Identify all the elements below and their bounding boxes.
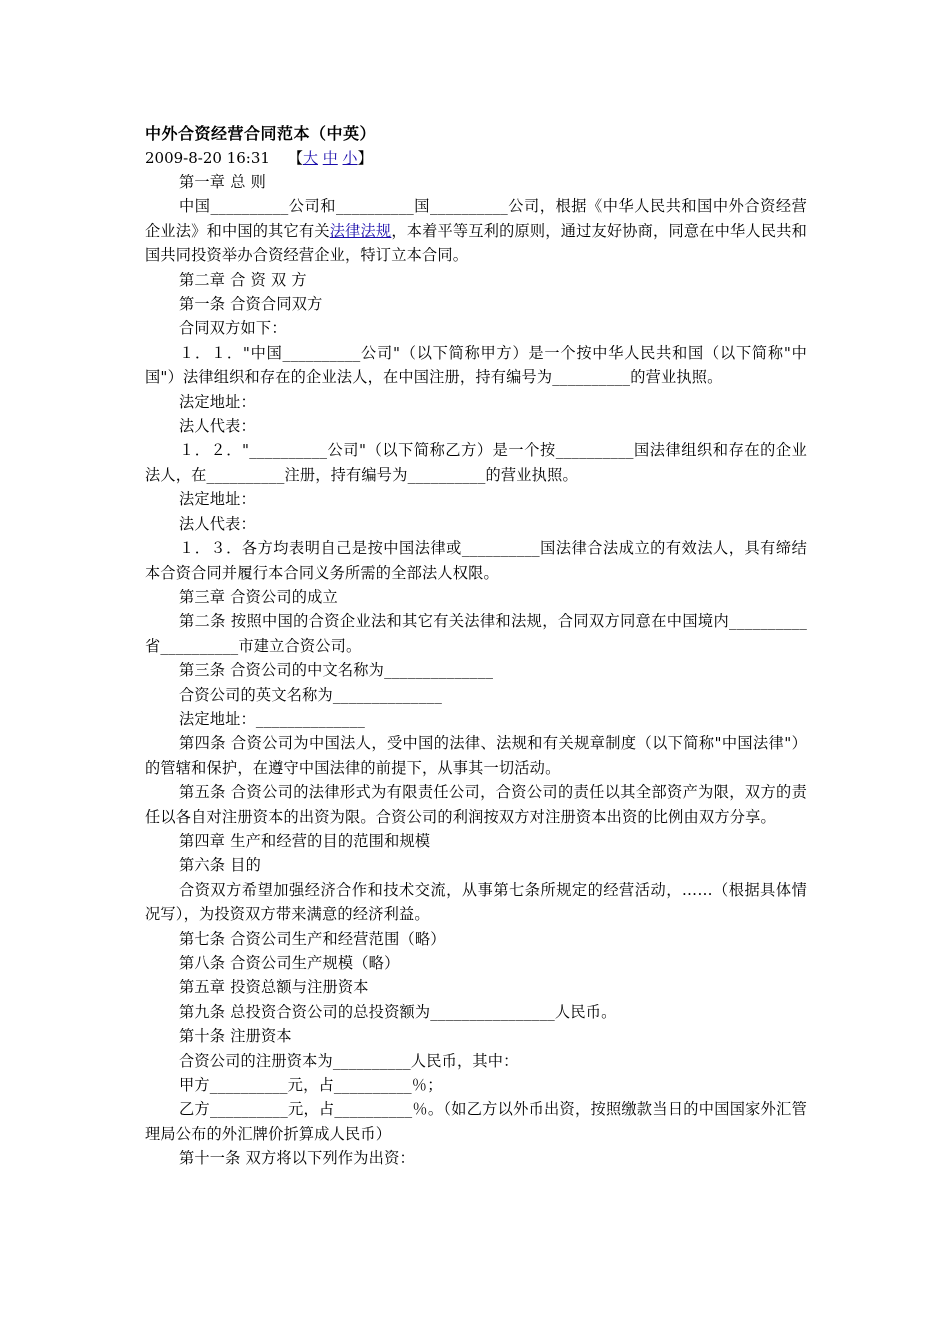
article-paragraph: 第二条 按照中国的合资企业法和其它有关法律和法规，合同双方同意在中国境内__________省__________市建立合资公司。 [145, 612, 807, 655]
paragraph: 乙方__________元，占__________％。（如乙方以外币出资，按照缴款当日的中国国家外汇管理局公布的外汇牌价折算成人民币） [145, 1100, 807, 1143]
paragraph: １．３．各方均表明自己是按中国法律或__________国法律合法成立的有效法人，具有缔结本合资合同并履行本合同义务所需的全部法人权限。 [145, 539, 807, 582]
paragraph: １．１．"中国__________公司"（以下简称甲方）是一个按中华人民共和国（以下简称"中国"）法律组织和存在的企业法人，在中国注册，持有编号为__________的营业执照。 [145, 343, 807, 387]
article-heading: 第八条 合资公司生产规模（略） [179, 954, 400, 972]
article-paragraph: 第九条 总投资合资公司的总投资额为________________人民币。 [179, 1002, 617, 1021]
article-heading: 第七条 合资公司生产和经营范围（略） [179, 929, 446, 948]
document-meta [145, 146, 807, 170]
paragraph: 法定地址： [179, 392, 256, 411]
paragraph: 合资公司的注册资本为__________人民币，其中： [179, 1051, 519, 1070]
article-paragraph: 第四条 合资公司为中国法人，受中国的法律、法规和有关规章制度（以下简称"中国法律"）的管辖和保护，在遵守中国法律的前提下，从事其一切活动。 [145, 734, 807, 777]
chapter-heading: 第四章 生产和经营的目的范围和规模 [179, 831, 431, 850]
article-heading: 第十条 注册资本 [179, 1027, 292, 1046]
chapter-heading: 第五章 投资总额与注册资本 [179, 978, 369, 997]
paragraph: 法人代表： [179, 514, 256, 533]
paragraph-text: ，本着平等互利的原则，通过友好协商，同意在中华人民共和国共同投资举办合资经营企业，特订立本合同。 [145, 221, 807, 265]
laws-regulations-link[interactable]: 法律法规 [329, 221, 392, 240]
paragraph: 法人代表： [179, 417, 256, 436]
chapter-heading: 第三章 合资公司的成立 [179, 587, 338, 606]
publish-date: 2009-8-20 16:31 [145, 149, 270, 167]
font-size-medium-link[interactable]: 中 [322, 149, 338, 167]
paragraph: 甲方__________元，占__________％； [179, 1076, 443, 1095]
font-size-open-bracket: 【 [287, 149, 303, 167]
paragraph-text: 中国__________公司和__________国__________公司，根据《中华人民共和国中外合资经营企业法》和中国的其它有关 [145, 197, 807, 240]
chapter-heading: 第一章 总 则 [179, 173, 266, 191]
font-size-large-link[interactable]: 大 [302, 149, 318, 167]
paragraph: 法定地址：______________ [179, 709, 366, 728]
article-heading: 第六条 目的 [179, 856, 261, 875]
paragraph: 合资公司的英文名称为______________ [179, 685, 442, 704]
chapter-heading: 第二章 合 资 双 方 [179, 270, 307, 289]
font-size-small-link[interactable]: 小 [342, 149, 358, 167]
article-heading: 第十一条 双方将以下列作为出资： [179, 1149, 415, 1168]
paragraph: 合资双方希望加强经济合作和技术交流，从事第七条所规定的经营活动，……（根据具体情况写），为投资双方带来满意的经济利益。 [145, 880, 807, 924]
font-size-close-bracket: 】 [357, 149, 373, 167]
document-page [145, 122, 807, 1171]
paragraph: 法定地址： [179, 490, 256, 509]
paragraph: 合同双方如下： [179, 319, 287, 338]
article-heading: 第一条 合资合同双方 [179, 295, 323, 314]
paragraph [145, 194, 807, 267]
article-paragraph: 第五条 合资公司的法律形式为有限责任公司，合资公司的责任以其全部资产为限，双方的责任以各自对注册资本的出资为限。合资公司的利润按双方对注册资本出资的比例由双方分享。 [145, 783, 807, 826]
document-title: 中外合资经营合同范本（中英） [145, 124, 377, 143]
paragraph: １．２．"__________公司"（以下简称乙方）是一个按__________国法律组织和存在的企业法人，在__________注册，持有编号为__________的营业执照。 [145, 441, 807, 484]
article-paragraph: 第三条 合资公司的中文名称为______________ [179, 661, 494, 680]
